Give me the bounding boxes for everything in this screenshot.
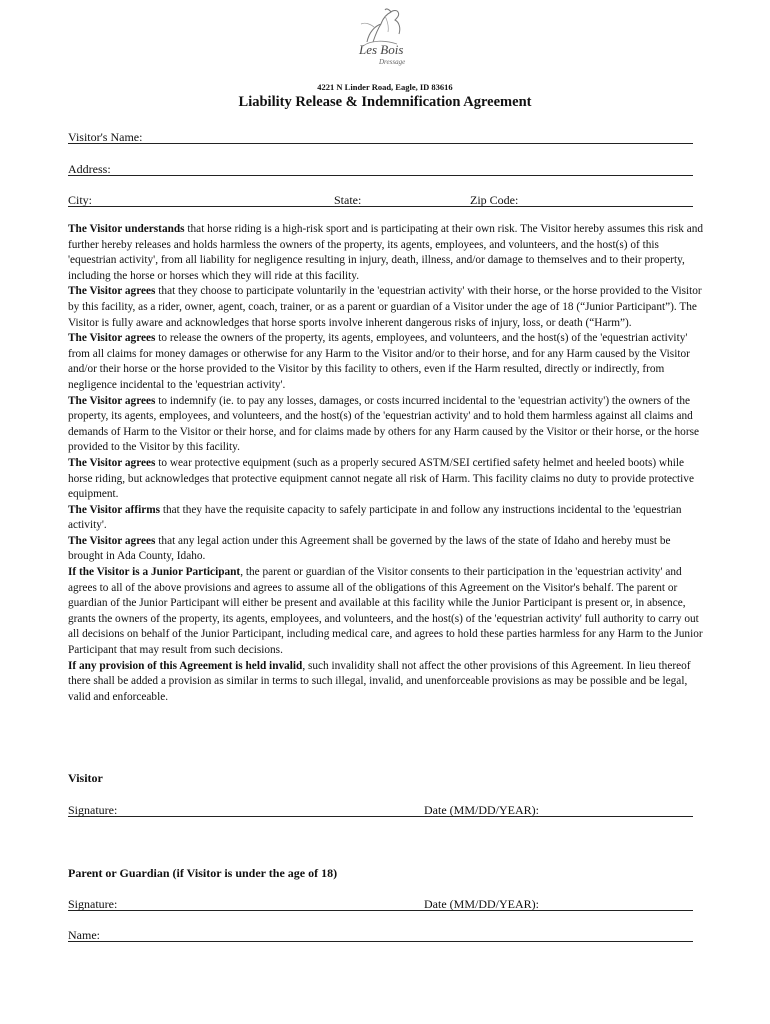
paragraph-text: to wear protective equipment (such as a properly secured ASTM/SEI certified safety helmet and heeled boots) while horse riding, but acknowledges that protective equipment cannot negate all risk of Harm. This facility claims no duty to provide protective equipment.	[68, 456, 694, 501]
paragraph-lead: The Visitor agrees	[68, 332, 156, 345]
paragraph-text: that they choose to participate voluntarily in the 'equestrian activity' with their horse, or the horse provided to the Visitor by this facility, as a rider, owner, agent, coach, trainer, or as a parent or guardian of a Visitor under the age of 18 (“Junior Participant”). The Visitor is fully aware and acknowledges that horse sports involve inherent dangerous risks of injury, loss, or death (“Harm”).	[68, 285, 702, 329]
visitor-name-label: Visitor's Name:	[68, 130, 143, 144]
address-label: Address:	[68, 162, 111, 176]
paragraph-lead: If any provision of this Agreement is held invalid	[68, 659, 303, 672]
guardian-name-row	[68, 928, 693, 942]
visitor-date-label: Date (MM/DD/YEAR):	[424, 803, 539, 817]
guardian-date-label: Date (MM/DD/YEAR):	[424, 897, 539, 911]
city-label: City:	[68, 193, 93, 207]
agreement-paragraph	[68, 659, 708, 706]
guardian-date-field[interactable]	[424, 897, 693, 911]
agreement-paragraph	[68, 222, 708, 284]
visitor-date-field[interactable]	[424, 803, 693, 817]
paragraph-text: , such invalidity shall not affect the other provisions of this Agreement. In lieu thereof there shall be added a provision as similar in terms to such illegal, invalid, and unenforceable provisions as may be possible and be legal, valid and enforceable.	[68, 659, 691, 703]
address-field[interactable]	[68, 162, 693, 176]
paragraph-text: to indemnify (ie. to pay any losses, damages, or costs incurred incidental to the 'equestrian activity') the owners of the property, its agents, employees, and volunteers, and the host(s) of the 'equestrian activity' and to hold them harmless against all claims and demands of Harm to the Visitor or their horse, and for claims made by others for any Harm caused by the Visitor or their horse, or the horse provided to the Visitor by this facility.	[68, 394, 699, 454]
visitor-signature-label: Signature:	[68, 803, 118, 817]
paragraph-lead: The Visitor agrees	[68, 534, 156, 547]
paragraph-text: to release the owners of the property, its agents, employees, and volunteers, and the host(s) of the 'equestrian activity' from all claims for money damages or otherwise for any Harm to the Visitor and/or to their horse, and for any Harm caused by the Visitor and/or their horse or the horse provided to the Visitor by this facility to others, even if the Harm resulted, directly or indirectly, from negligence incidental to the 'equestrian activity'.	[68, 332, 690, 391]
guardian-name-field[interactable]	[68, 928, 693, 942]
address-row	[68, 162, 693, 176]
paragraph-text: that horse riding is a high-risk sport and is participating at their own risk. The Visitor hereby assumes this risk and further hereby releases and holds harmless the owners of the property, its agents, employees, and volunteers, and the host(s) of this 'equestrian activity', from all liability for negligence resulting in injury, death, illness, and/or damage to themselves and to their property, including the horse or horses which they will ride at this facility.	[68, 223, 704, 282]
agreement-paragraph	[68, 456, 708, 503]
document-title: Liability Release & Indemnification Agreement	[238, 94, 532, 110]
zip-field[interactable]	[470, 193, 693, 207]
agreement-paragraph	[68, 534, 708, 565]
paragraph-lead: The Visitor agrees	[68, 285, 156, 298]
agreement-paragraph	[68, 394, 708, 456]
guardian-signature-label: Signature:	[68, 897, 118, 911]
guardian-name-label: Name:	[68, 928, 100, 942]
logo-name: Les Bois	[359, 42, 404, 57]
paragraph-text: that any legal action under this Agreement shall be governed by the laws of the state of Idaho and hereby must be brought in Ada County, Idaho.	[68, 534, 671, 563]
visitor-signature-field[interactable]	[68, 803, 424, 817]
paragraph-lead: The Visitor understands	[68, 223, 185, 235]
logo-tagline: Dressage	[379, 58, 406, 66]
visitor-name-row	[68, 130, 693, 144]
agreement-paragraph	[68, 503, 708, 534]
paragraph-text: that they have the requisite capacity to safely participate in and follow any instructions incidental to the 'equestrian activity'.	[68, 503, 682, 532]
agreement-paragraph	[68, 284, 708, 331]
logo	[345, 6, 415, 72]
visitor-signature-row	[68, 803, 693, 817]
city-field[interactable]	[68, 193, 334, 207]
paragraph-text: , the parent or guardian of the Visitor consents to their participation in the 'equestrian activity' and agrees to all of the above provisions and agrees to assume all of the obligations of this Agreement on the Visitor's behalf. The parent or guardian of the Junior Participant will either be present and available at this facility while the Junior Participant is present or, in absence, grants the owners of the property, its agents, employees, and volunteers, and the host(s) of the 'equestrian activity' full authority to carry out all decisions on behalf of the Junior Participant, including medical care, and agrees to hold these parties harmless for any Harm to the Junior Participant that may result from such decisions.	[68, 566, 703, 657]
paragraph-lead: The Visitor agrees	[68, 394, 156, 407]
facility-address: 4221 N Linder Road, Eagle, ID 83616	[317, 82, 453, 92]
agreement-paragraph	[68, 331, 708, 393]
guardian-section-heading: Parent or Guardian (if Visitor is under the age of 18)	[68, 866, 338, 880]
state-field[interactable]	[334, 193, 470, 207]
paragraph-lead: If the Visitor is a Junior Participant	[68, 566, 241, 579]
guardian-signature-row	[68, 897, 693, 911]
agreement-paragraph	[68, 565, 708, 659]
zip-label: Zip Code:	[470, 193, 519, 207]
agreement-body	[68, 222, 708, 705]
paragraph-lead: The Visitor affirms	[68, 503, 161, 516]
state-label: State:	[334, 193, 362, 207]
paragraph-lead: The Visitor agrees	[68, 456, 156, 469]
visitor-section-heading: Visitor	[68, 771, 103, 785]
city-state-zip-row	[68, 193, 693, 207]
visitor-name-field[interactable]	[68, 130, 693, 144]
guardian-signature-field[interactable]	[68, 897, 424, 911]
